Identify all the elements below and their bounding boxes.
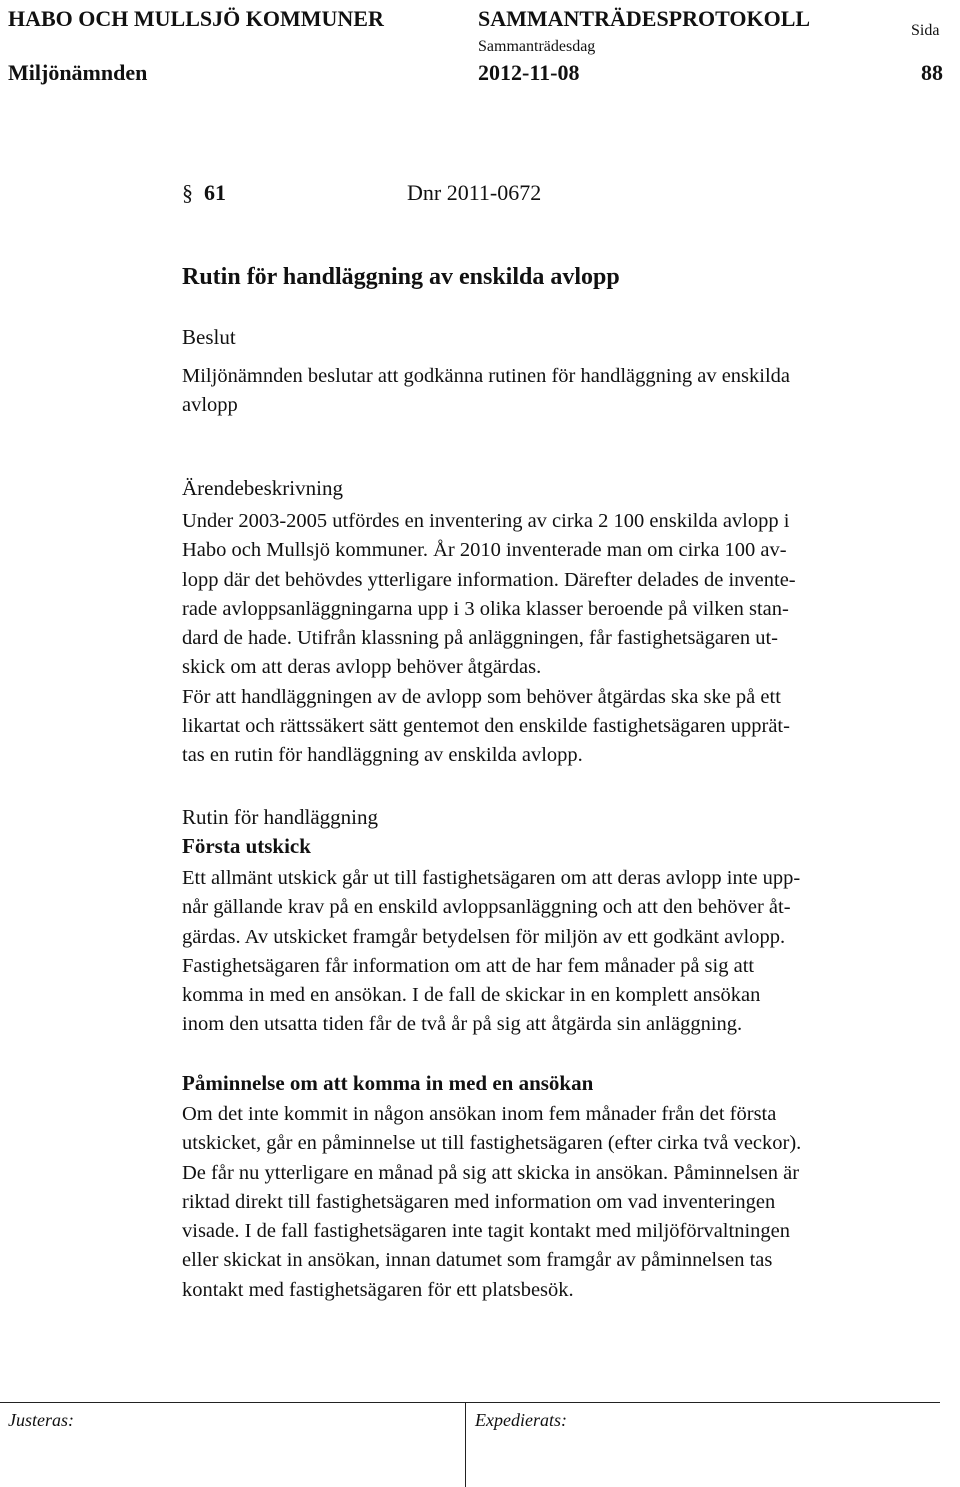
- paminnelse-line: Om det inte kommit in någon ansökan inom fem månader från det första: [182, 1103, 777, 1125]
- arendebeskrivning-line: likartat och rättssäkert sätt gentemot den enskilde fastighetsägaren upprät-: [182, 715, 790, 738]
- paminnelse-text: [182, 1100, 957, 1305]
- rutin-line: når gällande krav på en enskild avloppsanläggning och att den behöver åt-: [182, 896, 791, 919]
- header-committee: Miljönämnden: [8, 60, 148, 85]
- paragraph-symbol: §: [182, 180, 193, 205]
- footer-expedierats-label: Expedierats:: [475, 1410, 567, 1430]
- header-meeting-date-label: Sammanträdesdag: [478, 38, 596, 55]
- paminnelse-line: eller skickat in ansökan, innan datumet som framgår av påminnelsen tas: [182, 1249, 773, 1272]
- arendebeskrivning-line: lopp där det behövdes ytterligare information. Därefter delades de invente-: [182, 568, 796, 591]
- arendebeskrivning-line: skick om att deras avlopp behöver åtgärdas.: [182, 656, 542, 679]
- paminnelse-line: De får nu ytterligare en månad på sig att skicka in ansökan. Påminnelsen är: [182, 1161, 800, 1184]
- rutin-line: gärdas. Av utskicket framgår betydelsen för miljön av ett godkänt avlopp.: [182, 925, 786, 948]
- arendebeskrivning-text: [182, 507, 957, 771]
- paragraph-dnr: Dnr 2011-0672: [407, 180, 542, 205]
- header-page-label: Sida: [911, 22, 940, 39]
- rutin-heading: Rutin för handläggning: [182, 805, 378, 829]
- paminnelse-line: riktad direkt till fastighetsägaren med information om vad inventeringen: [182, 1190, 776, 1213]
- paminnelse-line: utskicket, går en påminnelse ut till fastighetsägaren (efter cirka två veckor).: [182, 1132, 802, 1155]
- arendebeskrivning-line: Under 2003-2005 utfördes en inventering av cirka 2 100 enskilda avlopp i: [182, 510, 790, 532]
- beslut-text: [182, 362, 957, 421]
- beslut-line: avlopp: [182, 394, 238, 417]
- footer-divider: [465, 1402, 466, 1487]
- arendebeskrivning-line: rade avloppsanläggningarna upp i 3 olika klasser beroende på vilken stan-: [182, 597, 789, 620]
- page-title: Rutin för handläggning av enskilda avlopp: [182, 264, 620, 290]
- rutin-line: Ett allmänt utskick går ut till fastighetsägaren om att deras avlopp inte upp-: [182, 867, 801, 889]
- arendebeskrivning-line: tas en rutin för handläggning av enskilda avlopp.: [182, 744, 583, 767]
- header-meeting-date: 2012-11-08: [478, 60, 580, 85]
- rutin-subheading: Första utskick: [182, 834, 311, 858]
- footer-rule: [0, 1402, 940, 1403]
- paragraph-number: 61: [204, 180, 226, 205]
- paminnelse-line: visade. I de fall fastighetsägaren inte tagit kontakt med miljöförvaltningen: [182, 1220, 790, 1243]
- arendebeskrivning-heading: Ärendebeskrivning: [182, 476, 343, 500]
- paminnelse-line: kontakt med fastighetsägaren för ett platsbesök.: [182, 1278, 574, 1301]
- header-doc-type: SAMMANTRÄDESPROTOKOLL: [478, 6, 811, 31]
- rutin-line: komma in med en ansökan. I de fall de skickar in en komplett ansökan: [182, 984, 761, 1007]
- rutin-text: [182, 864, 957, 1040]
- arendebeskrivning-line: För att handläggningen av de avlopp som behöver åtgärdas ska ske på ett: [182, 685, 781, 708]
- rutin-line: Fastighetsägaren får information om att de har fem månader på sig att: [182, 954, 755, 977]
- paminnelse-heading: Påminnelse om att komma in med en ansökan: [182, 1071, 594, 1095]
- arendebeskrivning-line: Habo och Mullsjö kommuner. År 2010 inventerade man om cirka 100 av-: [182, 539, 787, 562]
- beslut-line: Miljönämnden beslutar att godkänna rutinen för handläggning av enskilda: [182, 365, 791, 387]
- header-org: HABO OCH MULLSJÖ KOMMUNER: [8, 6, 384, 31]
- header-page-number: 88: [921, 60, 943, 85]
- arendebeskrivning-line: dard de hade. Utifrån klassning på anläggningen, får fastighetsägaren ut-: [182, 627, 778, 650]
- rutin-line: inom den utsatta tiden får de två år på sig att åtgärda sin anläggning.: [182, 1013, 743, 1036]
- beslut-heading: Beslut: [182, 325, 236, 349]
- footer-justeras-label: Justeras:: [8, 1410, 74, 1430]
